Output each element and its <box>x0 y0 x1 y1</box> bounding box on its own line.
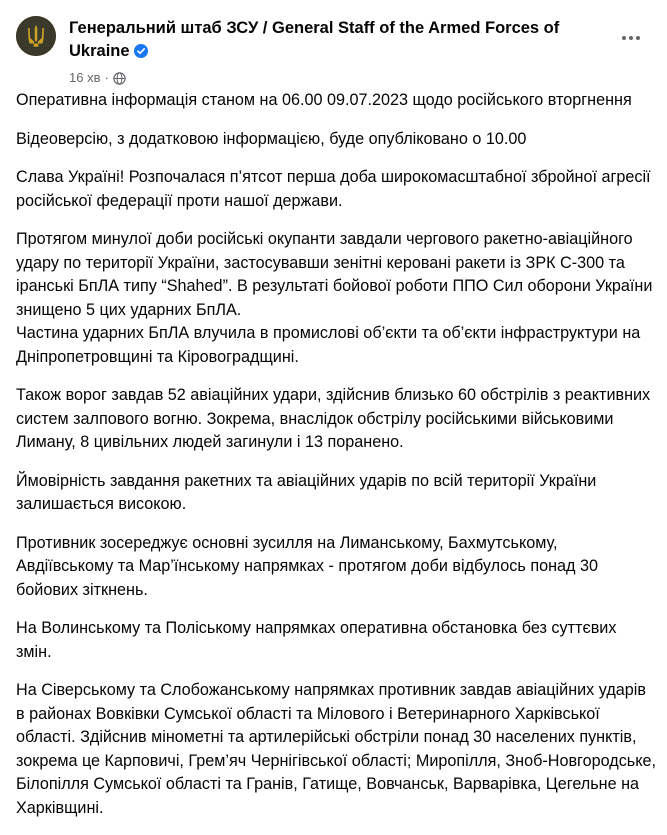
post-header <box>16 8 651 84</box>
post-meta <box>69 70 126 86</box>
post-paragraph: На Волинському та Поліському напрямках оперативна обстановка без суттєвих змін. <box>16 619 617 661</box>
post-paragraph: Противник зосереджує основні зусилля на Лиманському, Бахмутському, Авдіївському та Мар’їнському напрямках - протягом доби відбулось понад 30 бойових зіткнень. <box>16 533 598 599</box>
post-paragraph: Відеоверсію, з додатковою інформацією, буде опубліковано о 10.00 <box>16 129 527 148</box>
more-horizontal-icon <box>621 35 641 41</box>
post-paragraph: На Сіверському та Слобожанському напрямках противник завдав авіаційних ударів в районах Вовківки Сумської області та Мілового і Ветеринарного Харківської області. Здійснив мінометні та артилерійські обстріли понад 30 населених пунктів, зокрема це Карповичі, Грем’яч Чернігівської області; Миропілля, Зноб-Новгородське, Білопілля Сумської області та Гранів, Гатище, Вовчанськ, Варварівка, Цегельне на Харківщині. <box>16 681 656 817</box>
avatar[interactable] <box>16 16 56 56</box>
globe-icon[interactable] <box>113 72 126 85</box>
page-name-text[interactable]: Генеральний штаб ЗСУ / General Staff of the Armed Forces of Ukraine <box>69 19 560 60</box>
post-paragraph: Слава Україні! Розпочалася п’ятсот перша доба широкомасштабної збройної агресії російської федерації проти нашої держави. <box>16 168 651 210</box>
trident-emblem-icon <box>16 16 56 56</box>
verified-badge-icon <box>134 42 148 56</box>
meta-separator: · <box>104 70 109 85</box>
page-name[interactable] <box>69 17 579 63</box>
post-paragraph: Протягом минулої доби російські окупанти завдали чергового ракетно-авіаційного удару по території України, застосувавши зенітні керовані ракети із ЗРК С-300 та іранські БпЛА типу “Shahed”. В результаті бойової роботи ППО Сил оборони України знищено 5 цих ударних БпЛА. Частина ударних БпЛА влучила в промислові об’єкти та об’єкти інфраструктури на Дніпропетровщині та Кіровоградщині. <box>16 230 653 366</box>
post-content <box>16 89 656 835</box>
more-options-button[interactable] <box>617 24 645 52</box>
post-timestamp[interactable]: 16 хв <box>69 70 101 85</box>
post-paragraph: Оперативна інформація станом на 06.00 09.07.2023 щодо російського вторгнення <box>16 91 632 109</box>
post-paragraph: Ймовірність завдання ракетних та авіаційних ударів по всій території України залишається високою. <box>16 471 597 513</box>
post-paragraph: Також ворог завдав 52 авіаційних удари, здійснив близько 60 обстрілів з реактивних систем залпового вогню. Зокрема, внаслідок обстрілу російськими військовими Лиману, 8 цивільних людей загинули і 13 поранено. <box>16 386 651 451</box>
